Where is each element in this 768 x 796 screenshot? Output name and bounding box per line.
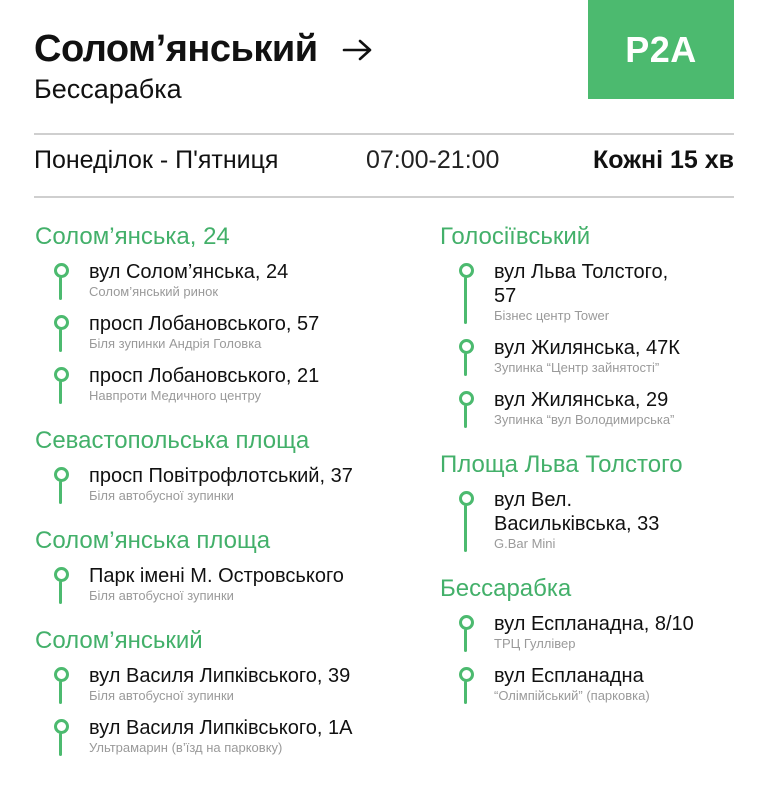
stop-name: вул Еспланадна, 8/10 [494, 613, 694, 635]
stop-list [53, 564, 353, 604]
stop-name: вул Вел. Васильківська, 33 [494, 489, 660, 535]
stop-group-title: Бессарабка [440, 575, 572, 602]
stop-note: Біля автобусної зупинки [89, 688, 234, 703]
stop-list [53, 260, 353, 404]
stop-item [458, 612, 694, 652]
stop-item [458, 388, 694, 428]
stop-marker-icon [54, 567, 69, 582]
stop-item [458, 336, 694, 376]
stop-list [458, 260, 694, 428]
stop-marker-icon [54, 667, 69, 682]
route-line [464, 681, 467, 704]
route-line [59, 329, 62, 352]
stop-name: вул Жилянська, 29 [494, 389, 669, 411]
route-line [59, 581, 62, 604]
stop-name: вул Еспланадна [494, 665, 644, 687]
stop-note: Бізнес центр Tower [494, 308, 610, 323]
stop-group-title: Солом’янська площа [35, 527, 271, 554]
route-line [59, 277, 62, 300]
stop-item [53, 464, 353, 504]
stop-marker-icon [459, 491, 474, 506]
stop-group [440, 574, 694, 704]
route-number-badge: Р2А [588, 0, 734, 99]
stop-group-title: Солом’янська, 24 [35, 223, 230, 250]
stop-note: Біля автобусної зупинки [89, 588, 234, 603]
stop-name: вул Василя Липківського, 1А [89, 717, 353, 739]
stop-list [53, 464, 353, 504]
stops-column-right [440, 222, 694, 704]
stop-group [35, 626, 353, 756]
stop-name: вул Льва Толстого, 57 [494, 261, 669, 307]
schedule-hours: 07:00-21:00 [366, 146, 500, 174]
stop-group [35, 222, 353, 404]
stop-name: Парк імені М. Островського [89, 565, 344, 587]
stop-marker-icon [459, 615, 474, 630]
stop-name: вул Василя Липківського, 39 [89, 665, 351, 687]
stop-item [53, 364, 353, 404]
stop-note: Зупинка “вул Володимирська” [494, 412, 675, 427]
route-line [59, 381, 62, 404]
arrow-right-icon [340, 38, 376, 62]
stop-item [53, 260, 353, 300]
stop-item [458, 260, 694, 324]
stop-marker-icon [54, 367, 69, 382]
stop-name: просп Повітрофлотський, 37 [89, 465, 353, 487]
stop-note: G.Bar Mini [494, 536, 556, 551]
stop-name: просп Лобановського, 21 [89, 365, 320, 387]
stop-name: вул Солом’янська, 24 [89, 261, 289, 283]
stop-marker-icon [54, 719, 69, 734]
stop-note: “Олімпійський” (парковка) [494, 688, 650, 703]
divider-bottom [34, 196, 734, 198]
stop-marker-icon [459, 391, 474, 406]
stop-group [35, 426, 353, 504]
schedule-days: Понеділок - П'ятниця [34, 146, 279, 174]
route-line [464, 505, 467, 552]
stops-column-left [35, 222, 353, 756]
schedule-frequency: Кожні 15 хв [593, 146, 734, 174]
route-line [59, 481, 62, 504]
route-line [464, 277, 467, 324]
divider-top [34, 133, 734, 135]
stop-item [458, 488, 694, 552]
stop-list [458, 488, 694, 552]
route-line [464, 629, 467, 652]
route-line [464, 405, 467, 428]
stop-note: Ультрамарин (в’їзд на парковку) [89, 740, 283, 755]
stop-marker-icon [54, 263, 69, 278]
route-destination: Бессарабка [34, 74, 182, 104]
stop-item [53, 312, 353, 352]
stop-note: Солом’янський ринок [89, 284, 219, 299]
stop-item [53, 564, 353, 604]
stop-group-title: Площа Льва Толстого [440, 451, 683, 478]
stop-item [53, 716, 353, 756]
stop-group [440, 450, 694, 552]
stop-list [53, 664, 353, 756]
stop-marker-icon [459, 339, 474, 354]
stop-item [53, 664, 353, 704]
stop-marker-icon [459, 263, 474, 278]
stop-marker-icon [54, 467, 69, 482]
stop-note: Біля зупинки Андрія Головка [89, 336, 262, 351]
stop-marker-icon [54, 315, 69, 330]
route-line [59, 733, 62, 756]
route-line [59, 681, 62, 704]
stop-list [458, 612, 694, 704]
stop-item [458, 664, 694, 704]
stop-group [35, 526, 353, 604]
stop-name: просп Лобановського, 57 [89, 313, 320, 335]
route-line [464, 353, 467, 376]
stop-group-title: Солом’янський [35, 627, 203, 654]
stop-note: Навпроти Медичного центру [89, 388, 262, 403]
stop-group-title: Голосіївський [440, 223, 591, 250]
stop-note: ТРЦ Гуллівер [494, 636, 576, 651]
route-title [34, 28, 376, 71]
stop-group-title: Севастопольська площа [35, 427, 310, 454]
route-title-text: Солом’янський [34, 28, 318, 70]
stop-group [440, 222, 694, 428]
stop-note: Зупинка “Центр зайнятості” [494, 360, 660, 375]
stop-note: Біля автобусної зупинки [89, 488, 234, 503]
stop-name: вул Жилянська, 47К [494, 337, 680, 359]
stop-marker-icon [459, 667, 474, 682]
